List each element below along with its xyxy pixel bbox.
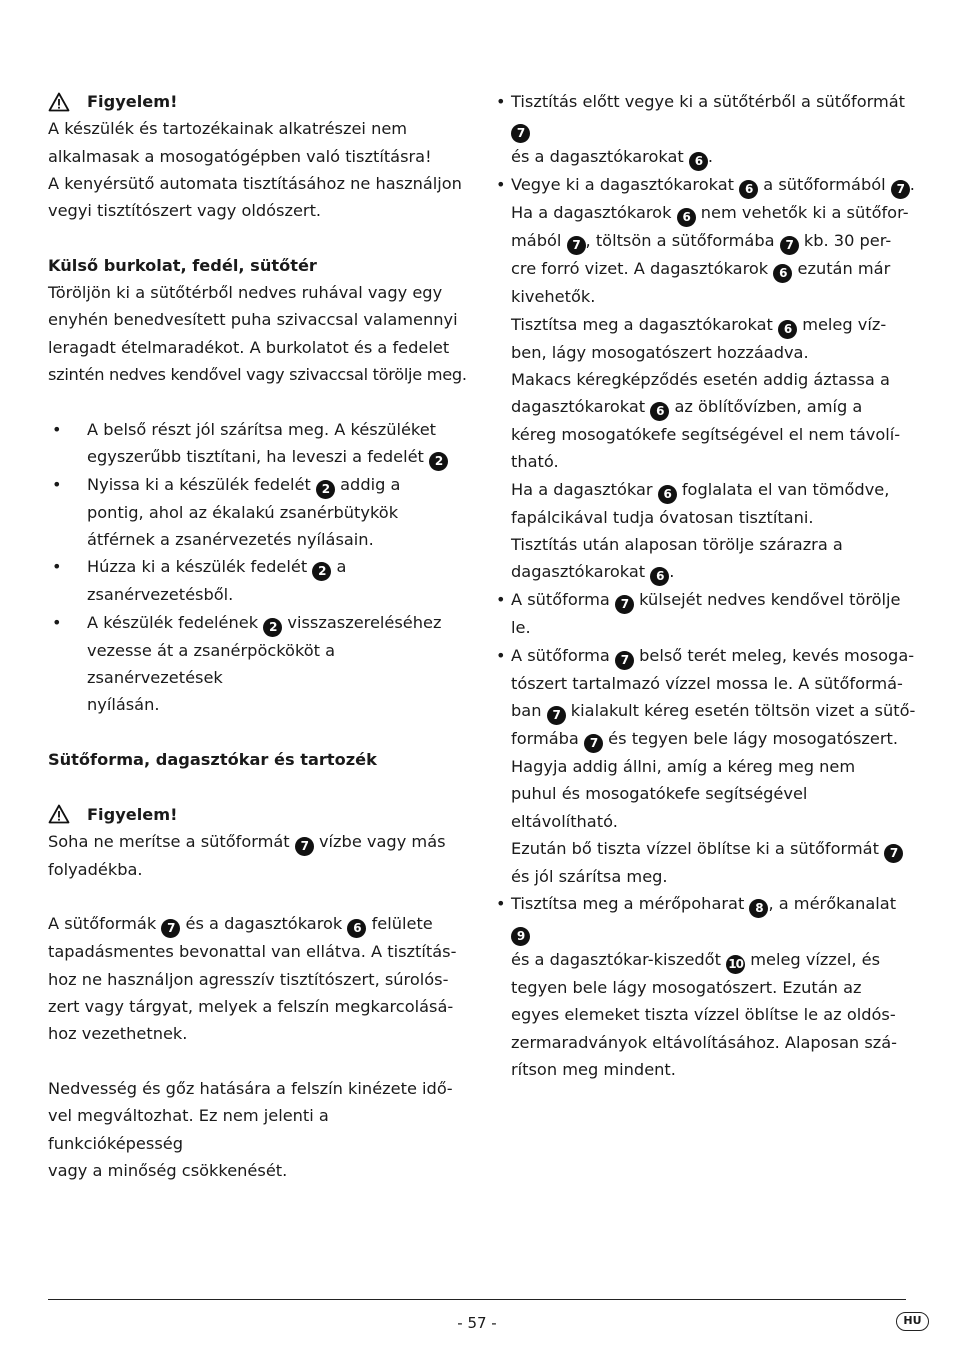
text-run: dagasztókarokat [511,562,646,582]
ref-number-badge: 7 [511,124,530,143]
text-line: kivehetők. [511,287,596,307]
text-run: A sütőforma [511,590,610,610]
text-line: vezesse át a zsanérpöckököt a zsanérvezetések [87,640,336,688]
text-run: nem vehetők ki a sütőfor- [700,203,909,223]
text-line [511,586,916,641]
text-line: zert vagy tárgyat, melyek a felszín megkarcolásá- [48,997,454,1017]
text-run: formába [511,728,579,748]
text-run: . [707,147,714,167]
paragraph [48,828,468,883]
text-line: hoz vezethetnek. [48,1024,188,1044]
ref-number-badge: 6 [739,180,758,199]
text-run: . [909,175,915,195]
ref-number-badge: 2 [263,618,282,637]
text-line: A készülék és tartozékainak alkatrészei nem [48,119,408,139]
text-line [511,725,916,753]
warning-triangle-icon [48,804,70,824]
text-run: kialakult kéreg esetén töltsön vizet a sütő- [570,700,916,720]
ref-number-badge: 6 [773,264,792,283]
text-line: vegyi tisztítószert vagy oldószert. [48,201,322,221]
text-line: zsanérvezetésből. [87,585,234,605]
text-line [511,88,916,143]
ref-number-badge: 2 [316,480,335,499]
ref-number-badge: 6 [677,208,696,227]
ref-number-badge: 7 [584,734,603,753]
text-line [87,609,468,637]
text-run: kb. 30 per- [803,231,892,251]
text-run: ban [511,700,542,720]
ref-number-badge: 6 [689,152,708,171]
text-run: ezután már [797,259,891,279]
text-line [48,910,468,938]
text-line: folyadékba. [48,859,143,879]
ref-number-badge: 7 [615,651,634,670]
text-run: , töltsön a sütőformába [585,231,775,251]
text-line: rítson meg mindent. [511,1060,676,1080]
warning-title: Figyelem! [87,92,178,111]
ref-number-badge: 10 [726,955,745,974]
text-line [87,443,468,471]
text-run: mából [511,231,562,251]
text-run: és tegyen bele lágy mosogatószert. [608,728,898,748]
text-line: puhul és mosogatókefe segítségével eltávolítható. [511,784,808,831]
ref-number-badge: 6 [778,320,797,339]
ref-number-badge: 7 [161,919,180,938]
text-line: tegyen bele lágy mosogatószert. Ezután az [511,978,862,998]
text-line: hoz ne használjon agresszív tisztítószert, súrolós- [48,969,449,989]
text-run: és a dagasztókarokat [511,147,684,167]
text-run: addig a [340,474,401,494]
section-heading: Külső burkolat, fedél, sütőtér [48,255,317,275]
list-item [496,586,916,641]
text-line [511,143,916,171]
list-item [496,88,916,171]
list-item [496,890,916,1083]
text-run: felülete [371,914,433,934]
text-line: A kenyérsütő automata tisztításához ne használjon [48,173,462,193]
text-line: egyes elemeket tiszta vízzel öblítse le az oldós- [511,1005,896,1025]
text-run: Húzza ki a készülék fedelét [87,557,308,577]
warning-heading-2 [48,801,468,828]
paragraph [48,115,468,224]
ref-number-badge: 6 [658,485,677,504]
text-line [511,558,916,586]
right-column [496,88,916,1083]
text-line [511,642,916,670]
text-line: nyílásán. [87,695,160,715]
text-line [511,255,916,283]
text-run: meleg vízzel, és [750,950,881,970]
text-run: Ha a dagasztókarok [511,203,672,223]
text-line: átférnek a zsanérvezetés nyílásain. [87,530,374,550]
text-run: cre forró vizet. A dagasztókarok [511,259,769,279]
list-item [48,471,468,554]
section-heading: Sütőforma, dagasztókar és tartozék [48,749,377,769]
text-line: alkalmasak a mosogatógépben való tisztításra! [48,146,432,166]
text-run: egyszerűbb tisztítani, ha leveszi a fedelét [87,446,424,466]
ref-number-badge: 7 [615,595,634,614]
text-line [511,227,916,255]
text-line: Nedvesség és gőz hatására a felszín kinézete idő- [48,1078,453,1098]
text-line: szintén nedves kendővel vagy szivaccsal törölje meg. [48,364,467,384]
ref-number-badge: 8 [749,899,768,918]
text-line [48,828,468,856]
text-line [511,946,916,974]
ref-number-badge: 7 [891,180,910,199]
ref-number-badge: 6 [347,919,366,938]
text-run: visszaszereléséhez [287,612,442,632]
text-line: vagy a minőség csökkenését. [48,1160,288,1180]
text-run: Tisztítsa meg a dagasztókarokat [511,314,773,334]
ref-number-badge: 7 [295,837,314,856]
text-line: és jól szárítsa meg. [511,866,668,886]
text-run: A készülék fedelének [87,612,259,632]
text-run: külsejét nedves kendővel törölje le. [511,590,901,638]
paragraph [48,910,468,1047]
paragraph [48,279,468,388]
text-line: tható. [511,452,559,472]
list-item [48,416,468,471]
text-line [511,311,916,339]
text-run: meleg víz- [802,314,887,334]
ref-number-badge: 9 [511,927,530,946]
text-run: és a dagasztókarok [185,914,343,934]
text-line: tapadásmentes bevonattal van ellátva. A tisztítás- [48,942,457,962]
text-run: A sütőformák [48,914,157,934]
text-line: Töröljön ki a sütőtérből nedves ruhával vagy egy [48,283,443,303]
text-line: tószert tartalmazó vízzel mossa le. A sütőformá- [511,673,903,693]
list-item [496,642,916,890]
ref-number-badge: 7 [547,706,566,725]
text-line [511,890,916,946]
page-number: - 57 - [457,1314,497,1332]
list-item [496,171,916,586]
list-item [48,553,468,608]
text-line [511,835,916,863]
text-run: Soha ne merítse a sütőformát [48,831,290,851]
text-line: ben, lágy mosogatószert hozzáadva. [511,342,809,362]
language-badge: HU [896,1312,929,1331]
ref-number-badge: 6 [650,567,669,586]
text-line [511,199,916,227]
footer-divider [48,1299,906,1300]
warning-title: Figyelem! [87,804,178,824]
ref-number-badge: 2 [312,562,331,581]
text-line [511,393,916,421]
text-run: . [669,562,675,582]
text-run: Nyissa ki a készülék fedelét [87,474,311,494]
text-line [511,476,916,504]
text-run: a sütőformából [763,175,886,195]
text-line [511,171,916,199]
text-line [511,697,916,725]
ref-number-badge: 6 [650,402,669,421]
text-line: enyhén benedvesített puha szivaccsal valamennyi [48,310,458,330]
text-run: , a mérőkanalat [768,894,897,914]
text-line: • A belső részt jól szárítsa meg. A készüléket [87,419,437,439]
text-run: belső terét meleg, kevés mosoga- [639,645,915,665]
text-line: vel megváltozhat. Ez nem jelenti a funkcióképesség [48,1106,329,1153]
text-run: foglalata el van tömődve, [681,479,890,499]
text-run: és a dagasztókar-kiszedőt [511,950,721,970]
text-run: Tisztítás előtt vegye ki a sütőtérből a sütőformát [511,92,906,111]
paragraph [48,1075,468,1184]
list-item [48,609,468,719]
text-line: pontig, ahol az ékalakú zsanérbütykök [87,502,399,522]
text-line: Hagyja addig állni, amíg a kéreg meg nem [511,756,856,776]
text-line [87,553,468,581]
text-run: a [336,557,347,577]
text-run: Ha a dagasztókar [511,479,653,499]
text-line: leragadt ételmaradékot. A burkolatot és a fedelet [48,337,450,357]
left-column [48,88,468,1184]
warning-heading-1 [48,88,468,115]
text-line: fapálcikával tudja óvatosan tisztítani. [511,507,814,527]
text-run: dagasztókarokat [511,397,646,417]
text-run: Tisztítsa meg a mérőpoharat [511,894,745,914]
ref-number-badge: 2 [429,452,448,471]
text-line [87,471,468,499]
warning-triangle-icon [48,92,70,112]
text-run: A sütőforma [511,645,610,665]
text-run: Ezután bő tiszta vízzel öblítse ki a sütőformát [511,838,879,858]
ref-number-badge: 7 [884,844,903,863]
text-run: vízbe vagy más [318,831,446,851]
text-run: Vegye ki a dagasztókarokat [511,175,734,195]
ref-number-badge: 7 [780,236,799,255]
text-line: zermaradványok eltávolításához. Alaposan szá- [511,1032,898,1052]
text-line: kéreg mosogatókefe segítségével el nem távolí- [511,425,901,445]
text-line: Tisztítás után alaposan törölje szárazra a [511,535,843,555]
ref-number-badge: 7 [567,236,586,255]
text-line: Makacs kéregképződés esetén addig áztassa a [511,369,890,389]
text-run: az öblítővízben, amíg a [674,397,863,417]
